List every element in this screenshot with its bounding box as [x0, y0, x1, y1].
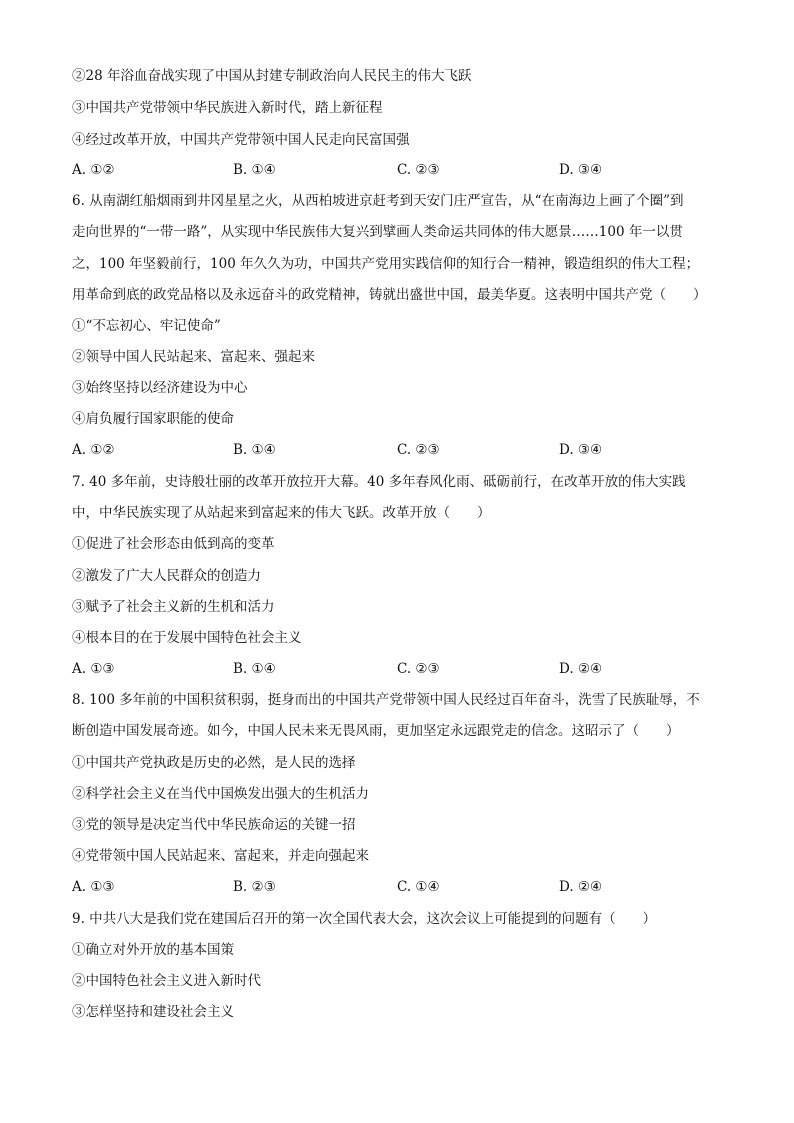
choice-a: A. ①③ — [72, 661, 115, 677]
q7-statement-4: ④根本目的在于发展中国特色社会主义 — [72, 630, 302, 646]
choice-d: D. ②④ — [559, 661, 603, 677]
q6-statement-1: ①“不忘初心、牢记使命” — [72, 318, 221, 334]
q6-stem-line-1: 6. 从南湖红船烟雨到井冈星星之火，从西柏坡进京赶考到天安门庄严宣告，从“在南海边上画了个圈”到 — [72, 193, 684, 209]
q8-statement-2: ②科学社会主义在当代中国焕发出强大的生机活力 — [72, 786, 369, 802]
choice-c: C. ②③ — [397, 661, 440, 677]
choice-a: A. ①② — [72, 442, 115, 458]
q7-statement-3: ③赋予了社会主义新的生机和活力 — [72, 599, 275, 615]
choice-b: B. ②③ — [233, 879, 276, 895]
q9-statement-3: ③怎样坚持和建设社会主义 — [72, 1004, 234, 1020]
q8-answer-choices — [72, 877, 712, 897]
q5-option-3: ③中国共产党带领中华民族进入新时代，踏上新征程 — [72, 100, 383, 116]
q7-answer-choices — [72, 659, 712, 679]
q5-option-4: ④经过改革开放，中国共产党带领中国人民走向民富国强 — [72, 132, 410, 148]
q7-statement-1: ①促进了社会形态由低到高的变革 — [72, 536, 275, 552]
q8-stem-line-2: 断创造中国发展奇迹。如今，中国人民未来无畏风雨，更加坚定永远跟党走的信念。这昭示了（ ） — [72, 723, 680, 739]
q8-statement-3: ③党的领导是决定当代中华民族命运的关键一招 — [72, 817, 356, 833]
choice-a: A. ①③ — [72, 879, 115, 895]
choice-d: D. ③④ — [559, 162, 603, 178]
choice-c: C. ②③ — [397, 442, 440, 458]
q8-stem-line-1: 8. 100 多年前的中国积贫积弱，挺身而出的中国共产党带领中国人民经过百年奋斗，洗雪了民族耻辱，不 — [72, 692, 700, 708]
q5-option-2: ②28 年浴血奋战实现了中国从封建专制政治向人民民主的伟大飞跃 — [72, 68, 472, 84]
q6-stem-line-4: 用革命到底的政党品格以及永远奋斗的政党精神，铸就出盛世中国，最美华夏。这表明中国共产党（ ） — [72, 287, 707, 303]
choice-a: A. ①② — [72, 162, 115, 178]
q8-statement-1: ①中国共产党执政是历史的必然，是人民的选择 — [72, 755, 356, 771]
q9-stem-line-1: 9. 中共八大是我们党在建国后召开的第一次全国代表大会，这次会议上可能提到的问题有（ ） — [72, 911, 657, 927]
q8-statement-4: ④党带领中国人民站起来、富起来，并走向强起来 — [72, 848, 369, 864]
q7-stem-line-1: 7. 40 多年前，史诗般壮丽的改革开放拉开大幕。40 多年春风化雨、砥砺前行，在改革开放的伟大实践 — [72, 474, 686, 490]
choice-d: D. ②④ — [559, 879, 603, 895]
choice-d: D. ③④ — [559, 442, 603, 458]
q9-statement-1: ①确立对外开放的基本国策 — [72, 942, 234, 958]
choice-b: B. ①④ — [233, 162, 276, 178]
choice-c: C. ②③ — [397, 162, 440, 178]
q7-stem-line-2: 中，中华民族实现了从站起来到富起来的伟大飞跃。改革开放（ ） — [72, 505, 491, 521]
q6-statement-4: ④肩负履行国家职能的使命 — [72, 411, 234, 427]
choice-b: B. ①④ — [233, 661, 276, 677]
q7-statement-2: ②激发了广大人民群众的创造力 — [72, 568, 261, 584]
q6-answer-choices — [72, 440, 712, 460]
q5-answer-choices — [72, 160, 712, 180]
q6-stem-line-2: 走向世界的“一带一路”，从实现中华民族伟大复兴到擘画人类命运共同体的伟大愿景……100 年一以贯 — [72, 224, 683, 240]
choice-c: C. ①④ — [397, 879, 440, 895]
q9-statement-2: ②中国特色社会主义进入新时代 — [72, 973, 261, 989]
q6-stem-line-3: 之，100 年坚毅前行，100 年久久为功，中国共产党用实践信仰的知行合一精神，锻造组织的伟大工程； — [72, 256, 700, 272]
choice-b: B. ①④ — [233, 442, 276, 458]
q6-statement-3: ③始终坚持以经济建设为中心 — [72, 380, 248, 396]
q6-statement-2: ②领导中国人民站起来、富起来、强起来 — [72, 349, 315, 365]
